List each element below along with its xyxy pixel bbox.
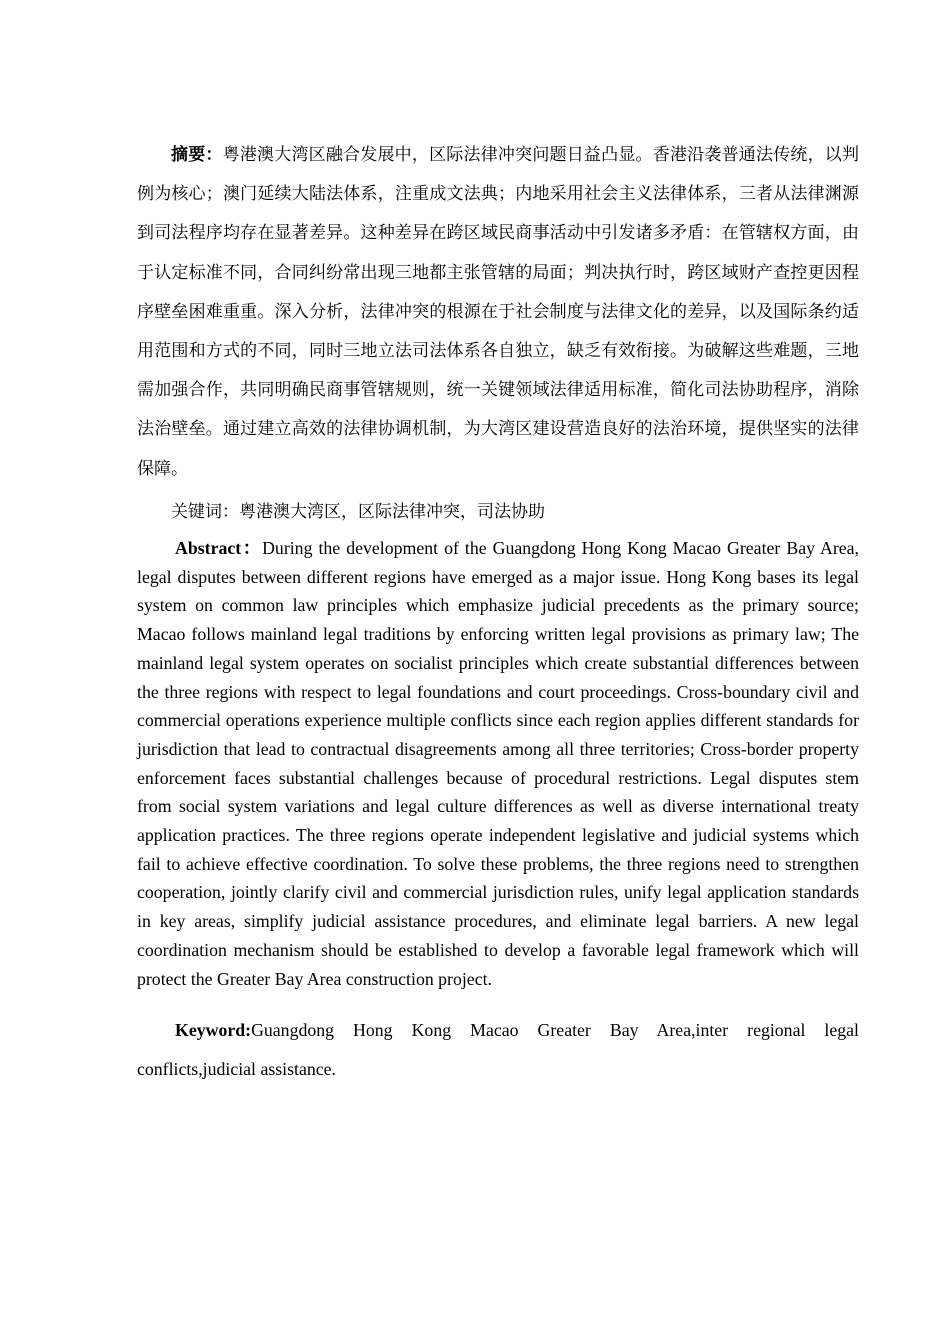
chinese-abstract-label: 摘要： — [171, 145, 223, 165]
chinese-keywords-label: 关键词： — [171, 501, 239, 522]
english-abstract-label: Abstract： — [175, 538, 263, 559]
english-keywords-text: Guangdong Hong Kong Macao Greater Bay Area,inter regional legal conflicts,judicial assistance. — [137, 1020, 859, 1079]
chinese-keywords-text: 粤港澳大湾区，区际法律冲突，司法协助 — [239, 501, 545, 522]
document-page — [137, 136, 859, 1088]
english-keywords-paragraph — [137, 1011, 859, 1088]
chinese-abstract-paragraph — [137, 136, 859, 489]
english-keywords-label: Keyword: — [175, 1020, 252, 1041]
chinese-keywords-paragraph — [137, 493, 859, 532]
english-abstract-paragraph — [137, 534, 859, 993]
english-abstract-text: During the development of the Guangdong Hong Kong Macao Greater Bay Area, legal disputes between different regions have emerged as a major issue. Hong Kong bases its legal system on common law principles which emphasize judicial precedents as the primary source; Macao follows mainland legal traditions by enforcing written legal provisions as primary law; The mainland legal system operates on socialist principles which create substantial differences between the three regions with respect to legal foundations and court proceedings. Cross-boundary civil and commercial operations experience multiple conflicts since each region applies different standards for jurisdiction that lead to contractual disagreements among all three territories; Cross-border property enforcement faces substantial challenges because of procedural restrictions. Legal disputes stem from social system variations and legal culture differences as well as diverse international treaty application practices. The three regions operate independent legislative and judicial systems which fail to achieve effective coordination. To solve these problems, the three regions need to strengthen cooperation, jointly clarify civil and commercial jurisdiction rules, unify legal application standards in key areas, simplify judicial assistance procedures, and eliminate legal barriers. A new legal coordination mechanism should be established to develop a favorable legal framework which will protect the Greater Bay Area construction project. — [137, 538, 860, 989]
chinese-abstract-text: 粤港澳大湾区融合发展中，区际法律冲突问题日益凸显。香港沿袭普通法传统，以判例为核心；澳门延续大陆法体系，注重成文法典；内地采用社会主义法律体系，三者从法律渊源到司法程序均存在显著差异。这种差异在跨区域民商事活动中引发诸多矛盾：在管辖权方面，由于认定标准不同，合同纠纷常出现三地都主张管辖的局面；判决执行时，跨区域财产查控更因程序壁垒困难重重。深入分析，法律冲突的根源在于社会制度与法律文化的差异，以及国际条约适用范围和方式的不同，同时三地立法司法体系各自独立，缺乏有效衔接。为破解这些难题，三地需加强合作，共同明确民商事管辖规则，统一关键领域法律适用标准，简化司法协助程序，消除法治壁垒。通过建立高效的法律协调机制，为大湾区建设营造良好的法治环境，提供坚实的法律保障。 — [137, 145, 860, 479]
